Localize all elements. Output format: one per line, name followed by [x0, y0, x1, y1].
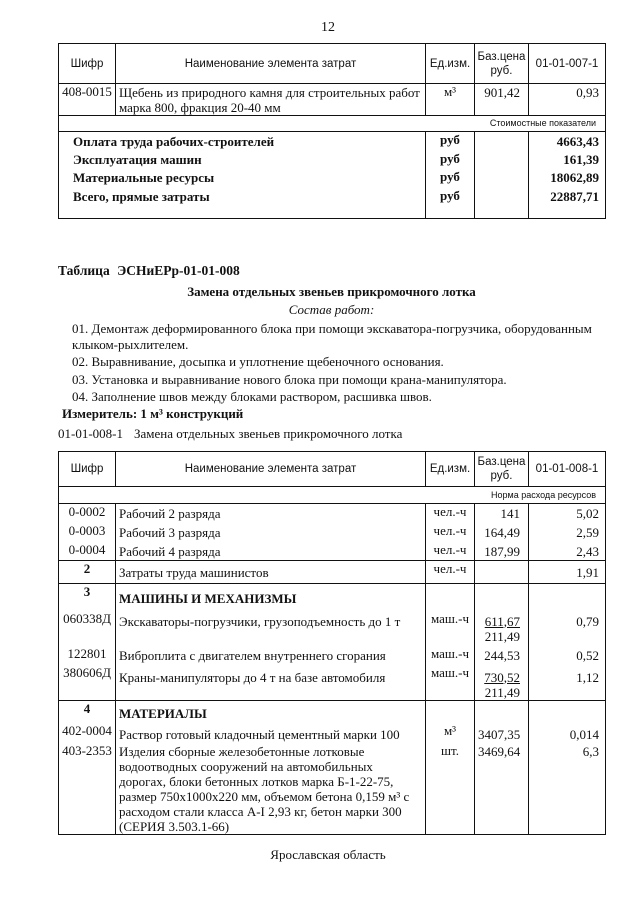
row-value: 0,93 [529, 84, 606, 116]
work-step: 02. Выравнивание, досыпка и уплотнение щебеночного основания. [72, 354, 444, 369]
row-code: 408-0015 [59, 84, 116, 116]
row-unit: чел.-ч [426, 542, 475, 561]
section-unit-empty [426, 584, 475, 611]
row-value: 2,43 [529, 542, 606, 561]
table-row [59, 504, 606, 523]
norm-code: 01-01-008-1 [58, 426, 123, 441]
row-code: 0-0002 [59, 504, 116, 523]
row-unit: чел.-ч [426, 504, 475, 523]
table-row [59, 646, 606, 665]
section-price-empty [475, 584, 529, 611]
cost-label: Стоимостные показатели [59, 116, 606, 132]
section-number: 4 [59, 701, 116, 723]
row-code: 0-0004 [59, 542, 116, 561]
header-norm-code: 01-01-008-1 [529, 452, 606, 487]
row-name: Изделия сборные железобетонные лотковые водоотводных сооружений на автомобильных дорогах, блоки бетонных лотков марка Б-1-22-75, размер 750х1000х220 мм, объемом бетона 0,159 м³ с расходом стали класса А-I 2,93 кг, бетон марки 300 (СЕРИЯ 3.503.1-66) [116, 743, 426, 835]
cost-row [59, 151, 606, 169]
row-name: Раствор готовый кладочный цементный марки 100 [116, 723, 426, 743]
row-unit: маш.-ч [426, 611, 475, 646]
row-value: 5,02 [529, 504, 606, 523]
table-header-row [59, 44, 606, 84]
cost-unit: руб [426, 188, 475, 219]
price-base: 730,52 [484, 669, 520, 685]
resource-table-01-01-007 [58, 43, 606, 219]
cost-row [59, 132, 606, 151]
row-unit: маш.-ч [426, 665, 475, 701]
row-unit: м³ [426, 84, 475, 116]
row-value: 1,91 [529, 561, 606, 584]
cost-price-empty [475, 151, 529, 169]
row-name: Рабочий 4 разряда [116, 542, 426, 561]
cost-value: 22887,71 [529, 188, 606, 219]
work-steps [72, 321, 602, 407]
row-price: 3407,35 [475, 723, 529, 743]
price-sub: 211,49 [484, 628, 520, 644]
row-price: 244,53 [475, 646, 529, 665]
cost-price-empty [475, 169, 529, 188]
cost-row [59, 188, 606, 219]
table-row [59, 523, 606, 542]
work-step: 03. Установка и выравнивание нового блока при помощи крана-манипулятора. [72, 371, 507, 387]
row-code: 0-0003 [59, 523, 116, 542]
table-row [59, 611, 606, 646]
row-value: 0,79 [529, 611, 606, 646]
cost-name: Всего, прямые затраты [59, 188, 426, 219]
table-row [59, 542, 606, 561]
work-title: Замена отдельных звеньев прикромочного лотка [187, 284, 476, 299]
header-unit: Ед.изм. [426, 44, 475, 84]
row-unit: м³ [426, 723, 475, 743]
row-price: 141 [475, 504, 529, 523]
cost-unit: руб [426, 151, 475, 169]
table-header-row [59, 452, 606, 487]
row-unit: маш.-ч [426, 646, 475, 665]
table-row [59, 723, 606, 743]
row-name: Краны-манипуляторы до 4 т на базе автомобиля [116, 665, 426, 701]
cost-name: Материальные ресурсы [59, 169, 426, 188]
row-price [475, 665, 529, 701]
section-unit-empty [426, 701, 475, 723]
table-row [59, 84, 606, 116]
header-price: Баз.цена руб. [475, 452, 529, 487]
cost-value: 161,39 [529, 151, 606, 169]
row-value: 1,12 [529, 665, 606, 701]
row-name: Рабочий 3 разряда [116, 523, 426, 542]
cost-label-row [59, 116, 606, 132]
row-code: 403-2353 [59, 743, 116, 835]
work-step: 04. Заполнение швов между блоками раствором, расшивка швов. [72, 389, 432, 404]
row-price: 187,99 [475, 542, 529, 561]
norm-line [58, 426, 402, 442]
norm-label: Норма расхода ресурсов [59, 487, 606, 504]
row-unit: шт. [426, 743, 475, 835]
row-price: 3469,64 [475, 743, 529, 835]
cost-value: 4663,43 [529, 132, 606, 151]
row-price [475, 611, 529, 646]
cost-unit: руб [426, 169, 475, 188]
section-title: МАШИНЫ И МЕХАНИЗМЫ [116, 584, 426, 611]
row-code: 402-0004 [59, 723, 116, 743]
header-unit: Ед.изм. [426, 452, 475, 487]
header-price: Баз.цена руб. [475, 44, 529, 84]
header-norm-code: 01-01-007-1 [529, 44, 606, 84]
norm-label-row [59, 487, 606, 504]
row-value: 0,52 [529, 646, 606, 665]
cost-unit: руб [426, 132, 475, 151]
row-price: 901,42 [475, 84, 529, 116]
row-code: 380606Д [59, 665, 116, 701]
section-price-empty [475, 701, 529, 723]
cost-row [59, 169, 606, 188]
row-name: Виброплита с двигателем внутреннего сгорания [116, 646, 426, 665]
table-row [59, 743, 606, 835]
row-unit: чел.-ч [426, 561, 475, 584]
row-name: Рабочий 2 разряда [116, 504, 426, 523]
row-code: 060338Д [59, 611, 116, 646]
norm-name: Замена отдельных звеньев прикромочного лотка [134, 426, 403, 441]
table-row [59, 665, 606, 701]
row-price-empty [475, 561, 529, 584]
resource-table-01-01-008 [58, 451, 606, 835]
row-code: 122801 [59, 646, 116, 665]
section-row [59, 584, 606, 611]
section-value-empty [529, 584, 606, 611]
row-value: 6,3 [529, 743, 606, 835]
row-unit: чел.-ч [426, 523, 475, 542]
header-name: Наименование элемента затрат [116, 452, 426, 487]
cost-value: 18062,89 [529, 169, 606, 188]
row-name: Затраты труда машинистов [116, 561, 426, 584]
row-price: 164,49 [475, 523, 529, 542]
section-row [59, 701, 606, 723]
header-code: Шифр [59, 44, 116, 84]
row-name: Экскаваторы-погрузчики, грузоподъемность до 1 т [116, 611, 426, 646]
section-value-empty [529, 701, 606, 723]
page-footer-region: Ярославская область [270, 847, 386, 862]
section-title: МАТЕРИАЛЫ [116, 701, 426, 723]
composition-label: Состав работ: [288, 302, 375, 317]
row-name: Щебень из природного камня для строительных работ марка 800, фракция 20-40 мм [116, 84, 426, 116]
header-name: Наименование элемента затрат [116, 44, 426, 84]
table-title: Таблица ЭСНиЕРр-01-01-008 [58, 263, 240, 278]
page-number: 12 [321, 20, 335, 35]
row-code: 2 [59, 561, 116, 584]
work-step: 01. Демонтаж деформированного блока при помощи экскаватора-погрузчика, оборудованным клыком-рыхлителем. [72, 321, 592, 352]
section-number: 3 [59, 584, 116, 611]
price-base: 611,67 [484, 613, 520, 629]
cost-price-empty [475, 188, 529, 219]
table-row [59, 561, 606, 584]
measure-unit: Измеритель: 1 м³ конструкций [62, 406, 244, 421]
price-sub: 211,49 [484, 684, 520, 700]
cost-name: Эксплуатация машин [59, 151, 426, 169]
cost-price-empty [475, 132, 529, 151]
cost-name: Оплата труда рабочих-строителей [59, 132, 426, 151]
row-value: 2,59 [529, 523, 606, 542]
row-value: 0,014 [529, 723, 606, 743]
header-code: Шифр [59, 452, 116, 487]
